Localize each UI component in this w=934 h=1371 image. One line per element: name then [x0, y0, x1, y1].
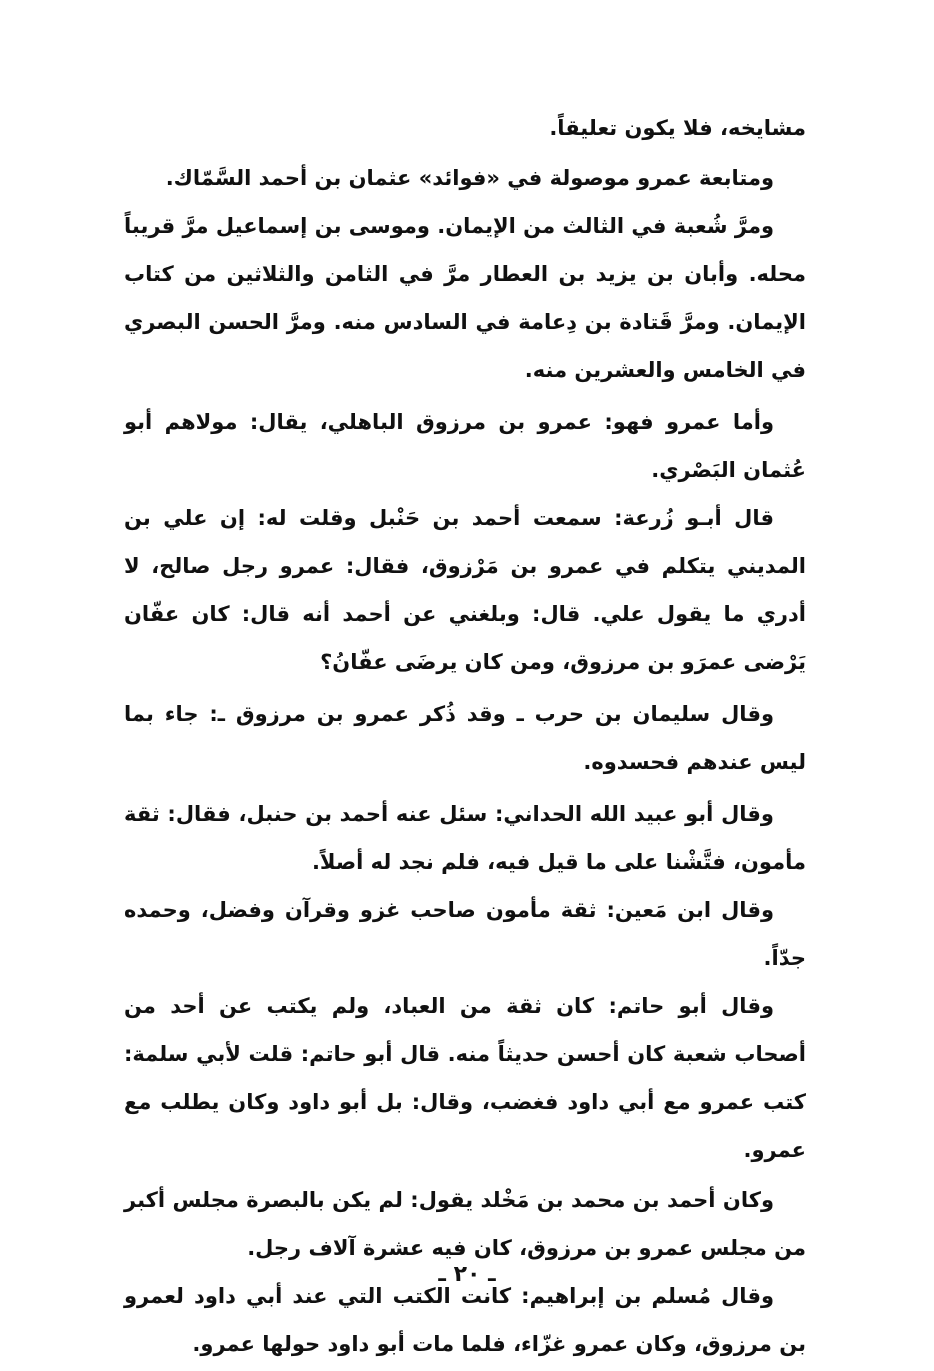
document-page [124, 104, 806, 1368]
paragraph-1: مشايخه، فلا يكون تعليقاً. [549, 116, 806, 140]
paragraph-2: ومتابعة عمرو موصولة في «فوائد» عثمان بن أحمد السَّمّاك. [165, 166, 774, 190]
page-number: ـ ٢٠ ـ [438, 1262, 496, 1287]
paragraph-6: وقال سليمان بن حرب ـ وقد ذُكر عمرو بن مرزوق ـ: جاء بما ليس عندهم فحسدوه. [124, 702, 806, 774]
paragraph-4: وأما عمرو فهو: عمرو بن مرزوق الباهلي، يقال: مولاهم أبو عُثمان البَصْري. [124, 410, 806, 482]
paragraph-10: وكان أحمد بن محمد بن مَخْلد يقول: لم يكن بالبصرة مجلس أكبر من مجلس عمرو بن مرزوق، كان فيه عشرة آلاف رجل. [124, 1188, 806, 1260]
paragraph-11: وقال مُسلم بن إبراهيم: كانت الكتب التي عند أبي داود لعمرو بن مرزوق، وكان عمرو غزّاء، فلما مات أبو داود حولها عمرو. [124, 1284, 806, 1356]
paragraph-3: ومرَّ شُعبة في الثالث من الإيمان. وموسى بن إسماعيل مرَّ قريباً محله. وأبان بن يزيد بن العطار مرَّ في الثامن والثلاثين من كتاب الإيمان. ومرَّ قَتادة بن دِعامة في السادس منه. ومرَّ الحسن البصري في الخامس والعشرين منه. [124, 214, 806, 382]
paragraph-5: قال أبـو زُرعة: سمعت أحمد بن حَنْبل وقلت له: إن علي بن المديني يتكلم في عمرو بن مَرْزوق، فقال: عمرو رجل صالح، لا أدري ما يقول علي. قال: وبلغني عن أحمد أنه قال: كان عفّان يَرْضى عمرَو بن مرزوق، ومن كان يرضَى عفّانُ؟ [124, 506, 806, 674]
paragraph-9: وقال أبو حاتم: كان ثقة من العباد، ولم يكتب عن أحد من أصحاب شعبة كان أحسن حديثاً منه. قال أبو حاتم: قلت لأبي سلمة: كتب عمرو مع أبي داود فغضب، وقال: بل أبو داود وكان يطلب مع عمرو. [124, 994, 806, 1162]
paragraph-7: وقال أبو عبيد الله الحداني: سئل عنه أحمد بن حنبل، فقال: ثقة مأمون، فتَّشْنا على ما قيل فيه، فلم نجد له أصلاً. [124, 802, 806, 874]
paragraph-8: وقال ابن مَعين: ثقة مأمون صاحب غزو وقرآن وفضل، وحمده جدّاً. [124, 898, 806, 970]
